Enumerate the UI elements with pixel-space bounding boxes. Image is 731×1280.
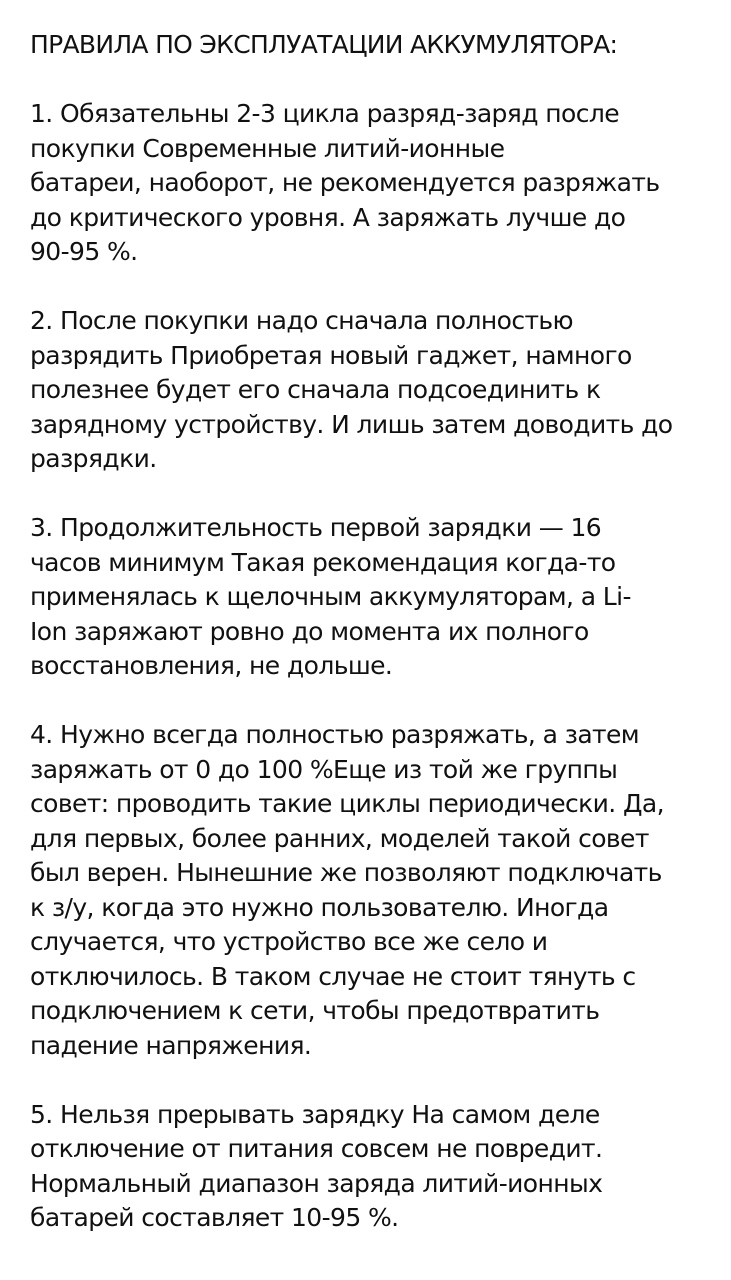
rule-4-line-9: подключением к сети, чтобы предотвратить bbox=[30, 996, 600, 1025]
rule-2 bbox=[30, 304, 720, 477]
rule-2-line-1: 2. После покупки надо сначала полностью bbox=[30, 306, 574, 335]
rule-4-line-10: падение напряжения. bbox=[30, 1030, 312, 1060]
rule-1-line-3: батареи, наоборот, не рекомендуется разряжать bbox=[30, 168, 660, 197]
rule-3-line-1: 3. Продолжительность первой зарядки — 16 bbox=[30, 513, 602, 542]
rule-5 bbox=[30, 1098, 720, 1236]
document-body bbox=[30, 28, 720, 1270]
rule-4-line-5: был верен. Нынешние же позволяют подключать bbox=[30, 858, 662, 887]
rule-2-line-4: зарядному устройству. И лишь затем доводить до bbox=[30, 409, 673, 439]
rule-4-line-6: к з/у, когда это нужно пользователю. Иногда bbox=[30, 892, 609, 922]
rule-2-line-5: разрядки. bbox=[30, 444, 157, 473]
rule-5-line-2: отключение от питания совсем не повредит. bbox=[30, 1134, 603, 1163]
rule-1-line-1: 1. Обязательны 2-3 цикла разряд-заряд после bbox=[30, 99, 620, 128]
rule-5-line-4: батарей составляет 10-95 %. bbox=[30, 1203, 399, 1232]
rule-3-line-4: Ion заряжают ровно до момента их полного bbox=[30, 616, 589, 646]
rule-4 bbox=[30, 718, 720, 1063]
rule-4-line-1: 4. Нужно всегда полностью разряжать, а затем bbox=[30, 720, 640, 749]
rule-1-line-4: до критического уровня. А заряжать лучше до bbox=[30, 202, 626, 232]
rule-5-line-1: 5. Нельзя прерывать зарядку На самом деле bbox=[30, 1099, 600, 1129]
document-title: ПРАВИЛА ПО ЭКСПЛУАТАЦИИ АККУМУЛЯТОРА: bbox=[30, 30, 618, 59]
rule-1-line-5: 90-95 %. bbox=[30, 237, 138, 266]
rule-4-line-4: для первых, более ранних, моделей такой совет bbox=[30, 823, 649, 853]
rule-4-line-8: отключилось. В таком случае не стоит тянуть с bbox=[30, 961, 636, 991]
rule-4-line-7: случается, что устройство все же село и bbox=[30, 927, 548, 956]
rule-2-line-3: полезнее будет его сначала подсоединить к bbox=[30, 375, 601, 404]
rule-5-line-3: Нормальный диапазон заряда литий-ионных bbox=[30, 1168, 603, 1198]
rule-1 bbox=[30, 97, 720, 270]
rule-1-line-2: покупки Современные литий-ионные bbox=[30, 133, 505, 163]
rule-3-line-5: восстановления, не дольше. bbox=[30, 651, 393, 680]
rule-4-line-2: заряжать от 0 до 100 %Еще из той же группы bbox=[30, 754, 618, 784]
rule-4-line-3: совет: проводить такие циклы периодически. Да, bbox=[30, 789, 664, 818]
rule-3 bbox=[30, 511, 720, 684]
rule-3-line-2: часов минимум Такая рекомендация когда-то bbox=[30, 547, 616, 577]
rule-3-line-3: применялась к щелочным аккумуляторам, а Li- bbox=[30, 582, 631, 611]
rule-2-line-2: разрядить Приобретая новый гаджет, намного bbox=[30, 340, 632, 370]
